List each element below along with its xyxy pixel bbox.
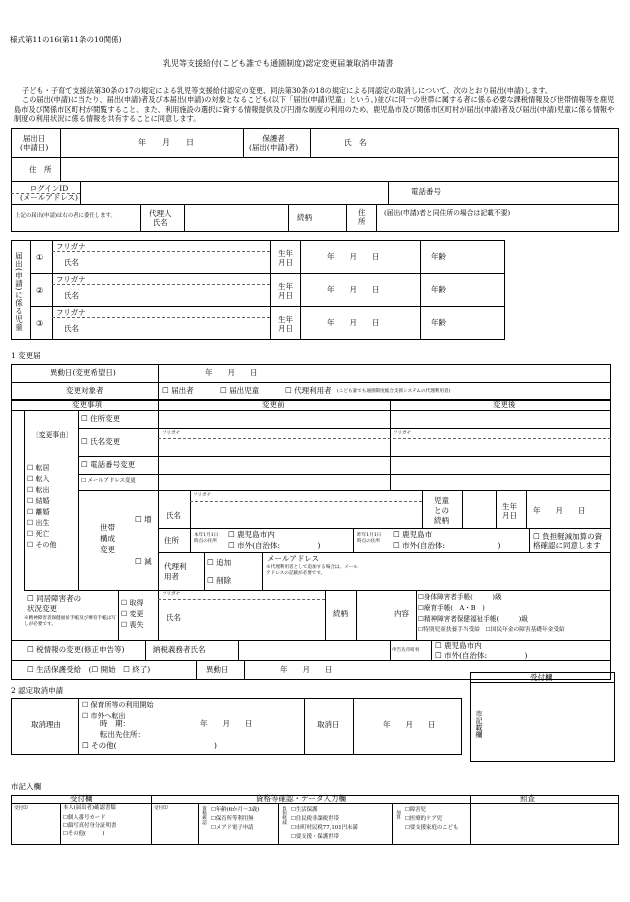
furigana-before: フリガナ	[162, 431, 181, 436]
disabled-acquire[interactable]: ☐ 取得	[121, 599, 144, 607]
city-id-items	[63, 814, 116, 838]
col-item-header: 変更事項	[72, 400, 102, 409]
city-stamp: 受付印	[14, 806, 28, 811]
form-number: 様式第11の16(第11条の10関係)	[10, 35, 122, 44]
phone-input[interactable]	[460, 183, 616, 202]
reason-other[interactable]: ☐ その他	[27, 541, 57, 549]
qual-age[interactable]: ☐年齢(6か月〜3歳)	[211, 807, 260, 813]
change-day-value[interactable]: 年 月 日	[280, 665, 333, 674]
reception-box	[470, 672, 615, 762]
cancel-period-label: 時 期：	[100, 719, 130, 728]
item-email-change[interactable]: ☐ メールアドレス変更	[81, 478, 136, 484]
target-option-child[interactable]: ☐ 届出児童	[220, 386, 260, 395]
household-birth-label: 生年 月日	[502, 502, 517, 520]
content-physical[interactable]: ☐身体障害者手帳( )級	[418, 593, 502, 601]
section2-heading: 2 認定取消申請	[11, 686, 64, 695]
outside-before[interactable]: ☐ 市外(自治体: )	[228, 541, 321, 550]
proxy-add[interactable]: ☐ 追加	[207, 558, 232, 567]
furigana-label: フリガナ	[56, 242, 86, 251]
tax-city-label: 申告先市町村	[392, 648, 420, 653]
birth-label: 生年 月日	[278, 315, 293, 333]
taxpayer-label: 納税義務者氏名	[153, 645, 206, 654]
proxy-remove[interactable]: ☐ 削除	[207, 576, 232, 585]
child-row-no: ②	[36, 286, 44, 295]
birth-value[interactable]: 年 月 日	[327, 252, 380, 261]
kagoshima-after[interactable]: ☐ 鹿児島市	[393, 530, 433, 539]
child-name-label: 氏名	[64, 258, 79, 267]
household-decrease[interactable]: ☐ 減	[135, 557, 152, 566]
reason-move[interactable]: ☐ 転居	[27, 464, 50, 472]
reason-birth[interactable]: ☐ 出生	[27, 519, 50, 527]
burden-support[interactable]: ☐要支援・保護世帯	[291, 834, 339, 840]
reason-list	[27, 463, 57, 551]
child-name-label: 氏名	[64, 324, 79, 333]
proxy-address-note: (届出(申請)者と同住所の場合は記載不要)	[384, 209, 511, 217]
child-row-no: ③	[36, 319, 44, 328]
qual-vert: 資格確認	[201, 806, 207, 825]
household-change-label: 世帯 構成 変更	[100, 523, 115, 554]
jan1-after-note: 昨年1月1日 時点の住所	[357, 533, 382, 544]
furigana-label: フリガナ	[56, 275, 86, 284]
child-relation-label: 児童 との 続柄	[434, 496, 449, 525]
proxy-address-label: 住 所	[358, 208, 366, 226]
cancel-date-label: 取消日	[317, 720, 340, 729]
change-date-label: 異動日(変更希望日)	[50, 368, 116, 377]
welfare-change[interactable]: ☐ 生活保護受給 (☐ 開始 ☐ 終了)	[27, 665, 151, 674]
add-items	[405, 806, 458, 833]
login-label: ログインID (メールアドレス)	[20, 184, 78, 202]
intro-paragraph	[14, 86, 618, 124]
qual-nursery[interactable]: ☐保育所等利用無	[211, 816, 254, 822]
proxy-user-label: 代理利 用者	[164, 562, 187, 581]
disabled-relation-label: 続柄	[333, 609, 348, 618]
city-stamp-2: 受付印	[154, 806, 168, 811]
age-label: 年齢	[431, 285, 446, 294]
tax-change[interactable]: ☐ 税情報の変更(修正申告等)	[27, 645, 125, 654]
proxy-note: 上記の届出(申請)は右の者に委任します。	[15, 213, 116, 219]
section1-heading: 1 変更届	[11, 351, 41, 360]
reason-divorce[interactable]: ☐ 離婚	[27, 508, 50, 516]
content-mental[interactable]: ☐精神障害者保健福祉手帳( )級	[418, 615, 528, 623]
disabled-lose[interactable]: ☐ 喪失	[121, 621, 144, 629]
birth-value[interactable]: 年 月 日	[327, 285, 380, 294]
cancel-nursery-start[interactable]: ☐ 保育所等の利用開始	[82, 701, 154, 709]
reason-move-out[interactable]: ☐ 転出	[27, 486, 50, 494]
cancel-period-value[interactable]: 年 月 日	[200, 719, 253, 728]
change-day-label: 異動日	[206, 665, 229, 674]
id-other[interactable]: ☐その他( )	[63, 831, 105, 837]
burden-welfare[interactable]: ☐生活保護	[291, 807, 318, 813]
burden-tax-amount[interactable]: ☐市町村民税77,101円未満	[291, 825, 358, 831]
furigana-disabled: フリガナ	[162, 592, 181, 597]
cancel-destination-label: 転出先住所：	[100, 730, 145, 739]
name-label: 氏 名	[344, 138, 367, 147]
add-vert: 加算	[395, 810, 401, 820]
guardian-label: 保護者 (届出(申請)者)	[249, 134, 299, 152]
birth-label: 生年 月日	[278, 282, 293, 300]
disabled-options	[121, 598, 144, 631]
city-note-label: 市記載欄	[475, 710, 483, 738]
content-allowance[interactable]: ☐特別児童扶養手当受給 ☐国民年金の障害基礎年金受給	[418, 627, 565, 633]
reason-label: 〔変更事由〕	[32, 431, 73, 439]
children-side-label: 届出(申請)に係る児童	[14, 252, 24, 331]
intro-line-2: この届出(申請)に当たり、届出(申請)者及び本届出(申請)の対象となるこども(以下「届出(申請)児童」という。)並びに同一の世帯に属する者に係る必要な課税情報及び世帯情報等を鹿児島市及び関係市区町村が閲覧すること、また、利用施設の選択に資する情報提供及び円滑な制度の利用のため、鹿児島市及び関係市区町村が届出(申請)者及び届出(申請)児童に係る情報や制度の利用状況に係る情報を共有することに同意します。	[14, 95, 615, 124]
reason-move-in[interactable]: ☐ 転入	[27, 475, 50, 483]
burden-items	[291, 806, 358, 842]
household-name-label: 氏名	[166, 511, 181, 520]
child-name-label: 氏名	[64, 291, 79, 300]
change-date-value[interactable]: 年 月 日	[205, 368, 258, 377]
target-option-proxy[interactable]: ☐ 代理利用者	[285, 386, 332, 395]
address-input[interactable]	[62, 159, 616, 179]
kagoshima-before[interactable]: ☐ 鹿児島市内	[228, 530, 275, 539]
birth-label: 生年 月日	[278, 249, 293, 267]
item-address-change[interactable]: ☐ 住所変更	[81, 414, 121, 423]
household-address-label: 住所	[164, 536, 179, 545]
city-id-check: 本人(届出者)確認書類	[63, 805, 116, 811]
household-increase[interactable]: ☐ 増	[135, 515, 152, 524]
tax-outside[interactable]: ☐ 市外(自治体: )	[435, 651, 528, 660]
target-label: 変更対象者	[66, 386, 104, 395]
furigana-household: フリガナ	[193, 493, 212, 498]
col-before-header: 変更前	[262, 400, 285, 409]
burden-nontax[interactable]: ☐住民税非課税世帯	[291, 816, 339, 822]
target-note: (こども誰でも通園制度総合支援システムの代理利用者)	[337, 389, 451, 394]
item-phone-change[interactable]: ☐ 電話番号変更	[81, 460, 136, 469]
address-label: 住 所	[29, 165, 52, 174]
cancel-move-out[interactable]: ☐ 市外へ転出	[82, 711, 126, 720]
add-support-family[interactable]: ☐要支援家庭のこども	[405, 825, 459, 831]
outside-after[interactable]: ☐ 市外(自治体: )	[393, 541, 501, 550]
guardian-name-input[interactable]	[390, 130, 616, 155]
item-name-change[interactable]: ☐ 氏名変更	[81, 437, 121, 446]
birth-value[interactable]: 年 月 日	[327, 318, 380, 327]
age-label: 年齢	[431, 252, 446, 261]
city-section-heading: 市記入欄	[11, 782, 41, 791]
furigana-label: フリガナ	[56, 308, 86, 317]
target-option-applicant[interactable]: ☐ 届出者	[162, 386, 194, 395]
qual-items	[211, 806, 259, 833]
email-note: ※代理利用者として追加する場合は、メールアドレスの記載が必要です。	[266, 565, 358, 576]
login-input[interactable]	[82, 183, 386, 202]
reason-marriage[interactable]: ☐ 結婚	[27, 497, 50, 505]
disabled-content-label: 内容	[394, 609, 409, 618]
content-rehab[interactable]: ☐療育手帳( A・B )	[418, 604, 485, 612]
city-reception: 受付欄	[70, 794, 93, 803]
reception-box-label: 受付欄	[530, 673, 553, 682]
intro-line-1: 子ども・子育て支援法第30条の17の規定による乳児等支援給付認定の変更、同法第30条の18の規定による同認定の取消しについて、次のとおり届出(申請)します。	[22, 86, 553, 95]
date-value[interactable]: 年 月 日	[138, 138, 194, 147]
add-medical-care[interactable]: ☐医療的ケア児	[405, 816, 443, 822]
city-verification: 照査	[520, 794, 535, 803]
burden-consent[interactable]: ☐ 負担軽減加算の資格確認に同意します	[533, 532, 603, 550]
burden-vert: 負担軽減	[281, 806, 287, 825]
disabled-contents	[418, 592, 565, 636]
furigana-after: フリガナ	[393, 431, 412, 436]
jan1-note: 本年1月1日 時点の住所	[194, 533, 219, 544]
proxy-name-label: 代理人 氏名	[149, 209, 172, 227]
phone-label: 電話番号	[411, 187, 441, 196]
email-label: メールアドレス	[267, 554, 320, 563]
city-qualification: 資格等確認・データ入力欄	[256, 794, 346, 803]
qual-email[interactable]: ☐メアド電子申請	[211, 825, 254, 831]
disabled-name-label: 氏名	[166, 613, 181, 622]
id-photo[interactable]: ☐顔写真付身分証明書	[63, 823, 117, 829]
disabled-change[interactable]: ☐ 変更	[121, 610, 144, 618]
cancel-reason-label: 取消理由	[31, 720, 61, 729]
add-disabled-child[interactable]: ☐障害児	[405, 807, 427, 813]
age-label: 年齢	[431, 318, 446, 327]
date-label: 届出日 (申請日)	[20, 134, 49, 152]
relation-label: 続柄	[297, 213, 312, 222]
disabled-status-change[interactable]: ☐ 同居障害者の 状況変更	[27, 594, 82, 613]
cancel-date-value[interactable]: 年 月 日	[383, 720, 436, 729]
col-after-header: 変更後	[493, 400, 516, 409]
household-birth-value[interactable]: 年 月 日	[533, 506, 586, 515]
disabled-note: ※精神障害者保健福祉手帳及び療育手帳は写しが必要です。	[24, 616, 116, 627]
tax-kagoshima[interactable]: ☐ 鹿児島市内	[435, 641, 482, 650]
id-mynumber[interactable]: ☐個人番号カード	[63, 815, 106, 821]
page-title: 乳児等支援給付(こども誰でも通園制度)認定変更届兼取消申請書	[163, 59, 394, 68]
reason-death[interactable]: ☐ 死亡	[27, 530, 50, 538]
cancel-other[interactable]: ☐ その他( )	[82, 741, 217, 750]
child-row-no: ①	[36, 253, 44, 262]
